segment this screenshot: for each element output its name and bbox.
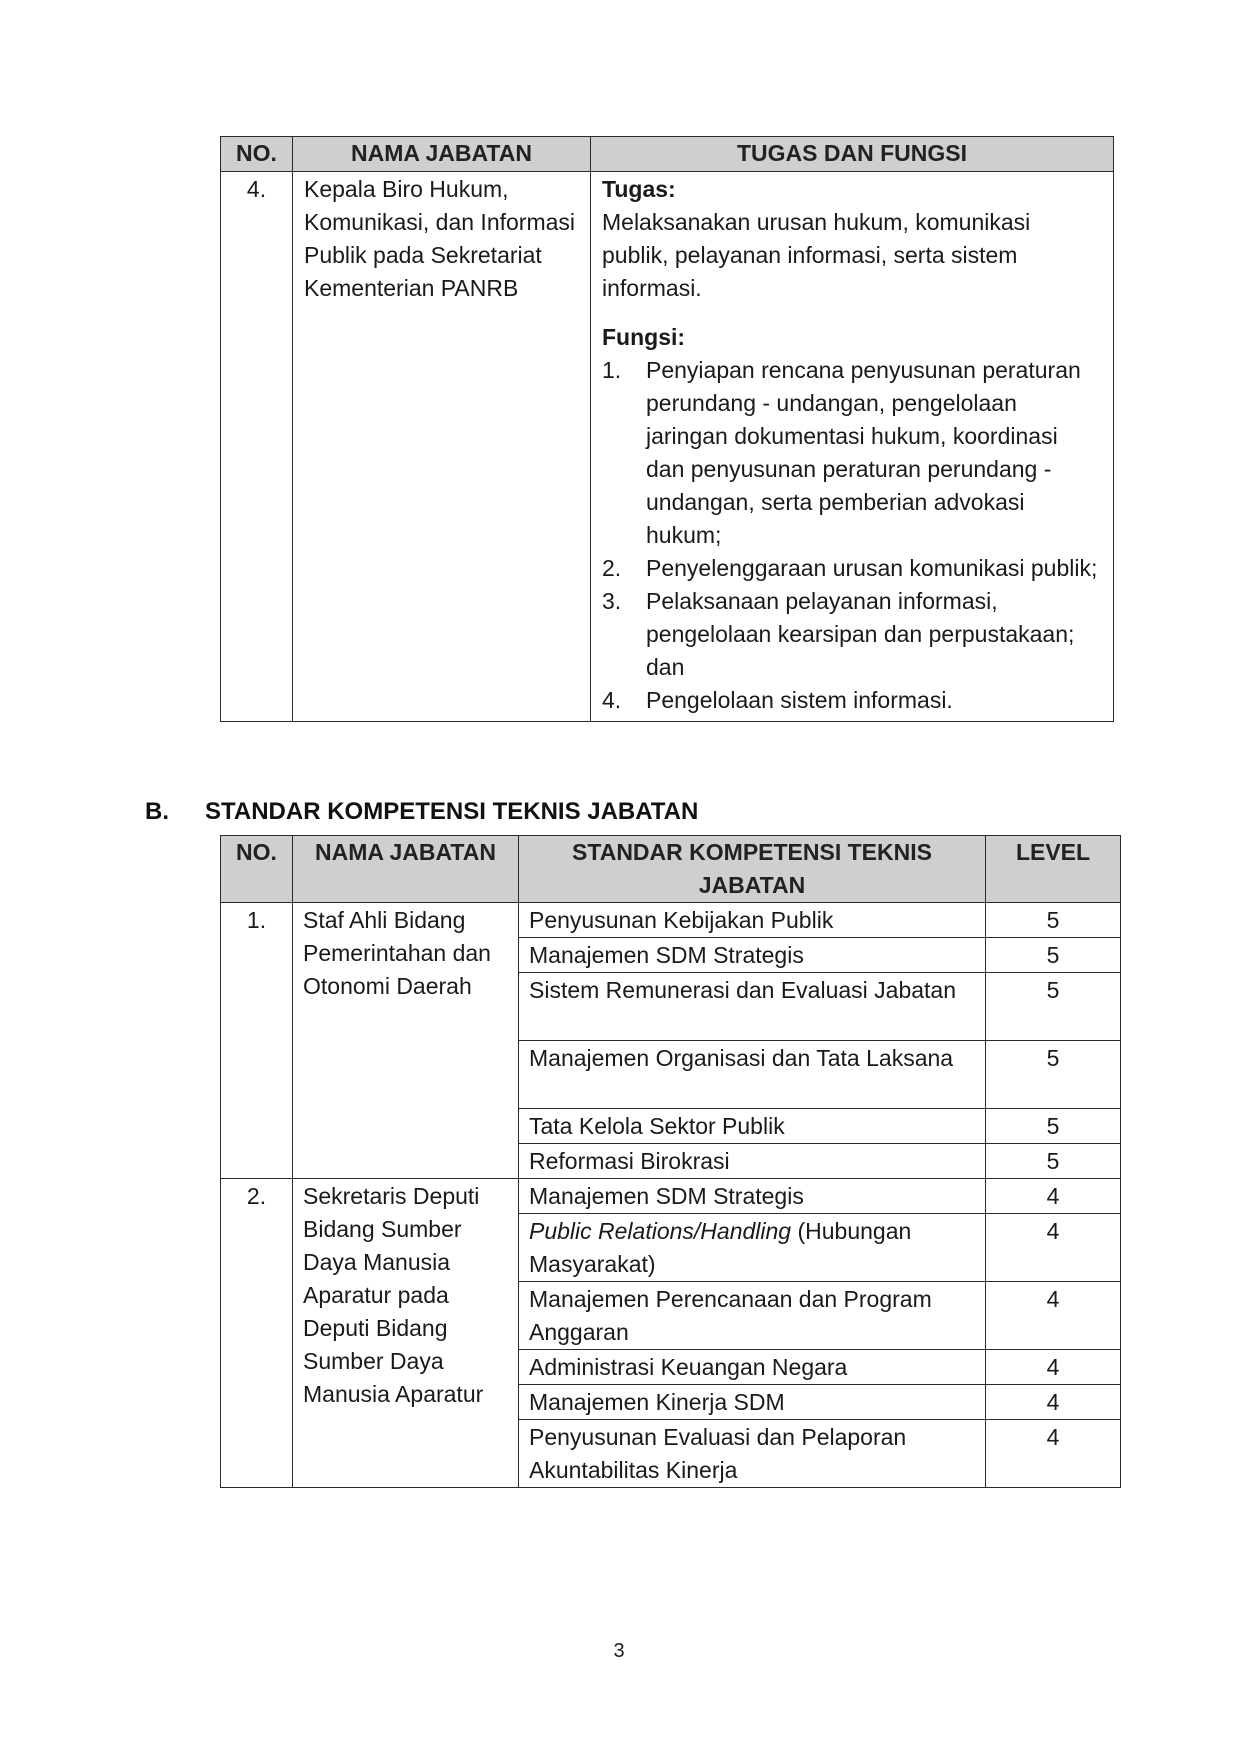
level: 5 [986, 1144, 1121, 1179]
competency [519, 1214, 986, 1282]
table-row [221, 172, 1114, 722]
competency: Manajemen SDM Strategis [519, 938, 986, 973]
table-row [221, 903, 1121, 938]
list-item: 4. Pengelolaan sistem informasi. [602, 687, 953, 713]
row-number: 1. [221, 903, 293, 1179]
level: 5 [986, 1041, 1121, 1109]
level: 5 [986, 938, 1121, 973]
fungsi-label: Fungsi: [602, 324, 686, 350]
job-title: Sekretaris Deputi Bidang Sumber Daya Manusia Aparatur pada Deputi Bidang Sumber Daya Manusia Aparatur [293, 1179, 519, 1488]
competency-rest: (Hubungan Masyarakat) [529, 1218, 912, 1277]
competency: Manajemen Organisasi dan Tata Laksana [519, 1041, 986, 1109]
tugas-fungsi-cell [591, 172, 1114, 722]
competency: Penyusunan Evaluasi dan Pelaporan Akuntabilitas Kinerja [519, 1420, 986, 1488]
job-title: Kepala Biro Hukum, Komunikasi, dan Informasi Publik pada Sekretariat Kementerian PANRB [293, 172, 591, 722]
header-no: NO. [221, 836, 293, 903]
header-nama-jabatan: NAMA JABATAN [293, 137, 591, 172]
header-standar-kompetensi: STANDAR KOMPETENSI TEKNIS JABATAN [519, 836, 986, 903]
header-no: NO. [221, 137, 293, 172]
table-header-row [221, 137, 1114, 172]
row-number: 4. [221, 172, 293, 722]
list-item: 1. Penyiapan rencana penyusunan peraturan perundang - undangan, pengelolaan jaringan dokumentasi hukum, koordinasi dan penyusunan peraturan perundang - undangan, serta pemberian advokasi hukum; [602, 357, 1081, 548]
list-item: 3. Pelaksanaan pelayanan informasi, pengelolaan kearsipan dan perpustakaan; dan [602, 588, 1075, 680]
page-number: 3 [613, 1640, 625, 1662]
level: 5 [986, 903, 1121, 938]
section-title: STANDAR KOMPETENSI TEKNIS JABATAN [205, 798, 699, 825]
level: 5 [986, 1109, 1121, 1144]
competency: Sistem Remunerasi dan Evaluasi Jabatan [519, 973, 986, 1041]
level: 4 [986, 1214, 1121, 1282]
competency: Manajemen Kinerja SDM [519, 1385, 986, 1420]
level: 4 [986, 1350, 1121, 1385]
tugas-label: Tugas: [602, 176, 676, 202]
standar-kompetensi-table [220, 835, 1121, 1488]
level: 5 [986, 973, 1121, 1041]
fungsi-list [602, 354, 1101, 717]
row-number: 2. [221, 1179, 293, 1488]
table-row [221, 1179, 1121, 1214]
section-heading [145, 798, 698, 826]
tugas-fungsi-table [220, 136, 1114, 722]
competency: Reformasi Birokrasi [519, 1144, 986, 1179]
section-letter: B. [145, 798, 169, 825]
competency: Manajemen SDM Strategis [519, 1179, 986, 1214]
header-tugas-fungsi: TUGAS DAN FUNGSI [591, 137, 1114, 172]
competency-italic: Public Relations/Handling [529, 1218, 792, 1244]
list-item: 2. Penyelenggaraan urusan komunikasi publik; [602, 555, 1098, 581]
level: 4 [986, 1385, 1121, 1420]
table-header-row [221, 836, 1121, 903]
job-title: Staf Ahli Bidang Pemerintahan dan Otonomi Daerah [293, 903, 519, 1179]
competency: Tata Kelola Sektor Publik [519, 1109, 986, 1144]
competency: Manajemen Perencanaan dan Program Anggaran [519, 1282, 986, 1350]
tugas-text: Melaksanakan urusan hukum, komunikasi publik, pelayanan informasi, serta sistem informasi. [602, 209, 1031, 301]
header-level: LEVEL [986, 836, 1121, 903]
header-nama-jabatan: NAMA JABATAN [293, 836, 519, 903]
competency: Penyusunan Kebijakan Publik [519, 903, 986, 938]
level: 4 [986, 1282, 1121, 1350]
level: 4 [986, 1179, 1121, 1214]
competency: Administrasi Keuangan Negara [519, 1350, 986, 1385]
level: 4 [986, 1420, 1121, 1488]
